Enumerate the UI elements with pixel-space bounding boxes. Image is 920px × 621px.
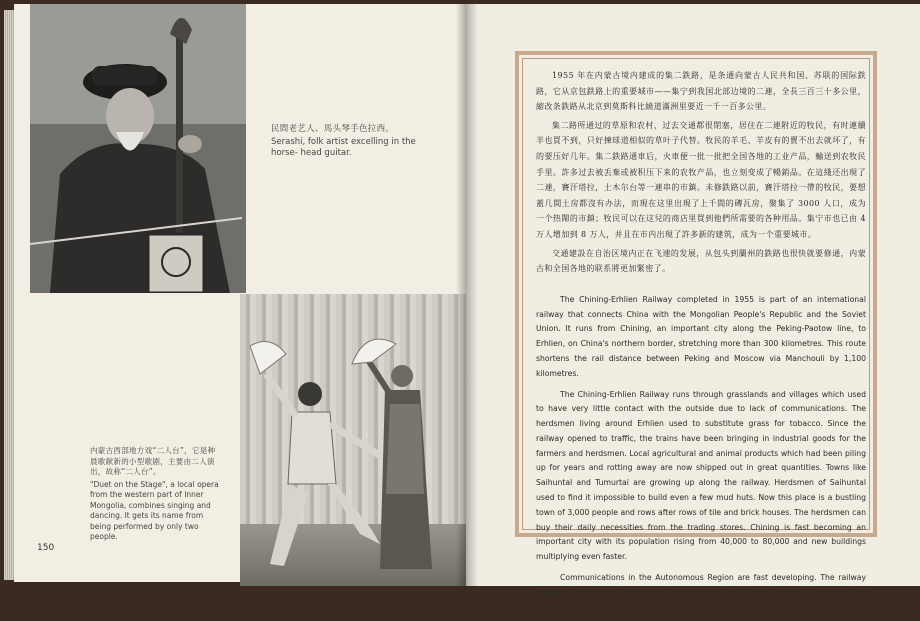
caption-folk-artist-en: Serashi, folk artist excelling in the horse- head guitar.: [271, 137, 416, 158]
en-paragraph-2: The Chining-Erhlien Railway runs through grasslands and villages which used to have very little contact with the outside due to lack of communications. The herdsmen living around Erhlien used to substitute grass for tobacco. Since the railway opened to traffic, the trains have been bringing in industrial goods for the farmers and herdsmen. Local agricultural and animal products which had been piling up for years and rotting away are now shipped out in great quantities. Towns like Saihuntal and Tumurtai are growing up along the railway. Herdsmen of Saihuntal used to find it impossible to build even a few mud huts. Now this place is a bustling town of 3,000 people and rows after rows of tile and brick houses. The herdsmen can buy their daily necessities from the trading stores. Chining is fast becoming an important city with its population rising from 40,000 to 80,000 and new buildings multiplying even faster.: [536, 389, 866, 562]
caption-duet-zh: 内蒙古西部地方戏“二人台”，它是种晨歌献新的小型歌剧，主要由二人演出，故称“二人台”。: [90, 446, 216, 476]
en-paragraph-1: The Chining-Erhlien Railway completed in 1955 is part of an international railway that connects China with the Mongolian People's Republic and the Soviet Union. It runs from Chining, an important city along the Peking-Paotow line, to Erhlien, on China's northern border, stretching more than 300 kilometres. This route shortens the rail distance between Peking and Moscow via Manchouli by 1,100 kilometres.: [536, 294, 866, 378]
article-text: [536, 68, 866, 621]
caption-duet-on-stage: [90, 446, 220, 543]
en-paragraph-3: Communications in the Autonomous Region are fast developing. The railway between Paotow and Lanchow will soon open to traffic. Inner Mongolia is coming into ever closer contact with the rest of the country.: [536, 573, 866, 612]
zh-paragraph-2: 集二路所通过的草原和农村，过去交通都很閉塞，居住在二連附近的牧民，有时連續半也買不到，只好揀球道相似的草叶子代替。牧民的羊毛、羊皮有的賣不出去就坏了，有的要压好几年。集二鉄路通車后，火車便一批一批把全国各地的工业产品，輸送到农牧民手里。許多过去被丢棄或被积压下来的农牧产品，也立刻变成了暢銷品。在這綫还出現了二連，賽汗塔拉，土木尔台等一連串的市鎮。未修鉄路以前，賽汗塔拉一帶的牧民，要想蓋几間土房都沒有办法，而現在这里出現了上千間的磚瓦房，聚集了 3000 人口，成为一个热閙的市鎮；牧民可以在这兒的商店里買到他們所需要的各种用品。集宁市也已由 4 万人增加到 8 万人，并且在市内出現了許多新的建筑，成为一个重要城市。: [536, 120, 866, 239]
photo-duet-on-stage: [240, 294, 466, 586]
duet-dancers-illustration: [240, 294, 466, 586]
caption-duet-en: "Duet on the Stage", a local opera from the western part of Inner Mongolia, combines singing and dancing. It gets its name from being performed by only two people.: [90, 479, 219, 541]
caption-folk-artist: [271, 124, 441, 159]
photo-folk-artist: [30, 4, 246, 293]
zh-paragraph-1: 1955 年在内蒙古境内建成的集二鉄路，是条通向蒙古人民共和国、苏联的国际鉄路，它从京包鉄路上的重要城市——集宁到我国北部边境的二連，全長三百三十多公里，縮改条鉄路从北京到莫斯科比繞道滿洲里要近一千一百多公里。: [536, 71, 866, 112]
folk-artist-illustration: [30, 4, 246, 293]
page-number: 150: [37, 543, 55, 553]
caption-folk-artist-zh: 民間老艺人、馬头琴手色拉西。: [271, 124, 395, 134]
zh-paragraph-3: 交通建設在自治区境内正在飞速的发展，从包头到蘭州的鉄路也很快就要修通，内蒙古和全国各地的联系將更加緊密了。: [536, 248, 866, 274]
book-gutter: [456, 4, 478, 586]
english-text: [536, 293, 866, 616]
